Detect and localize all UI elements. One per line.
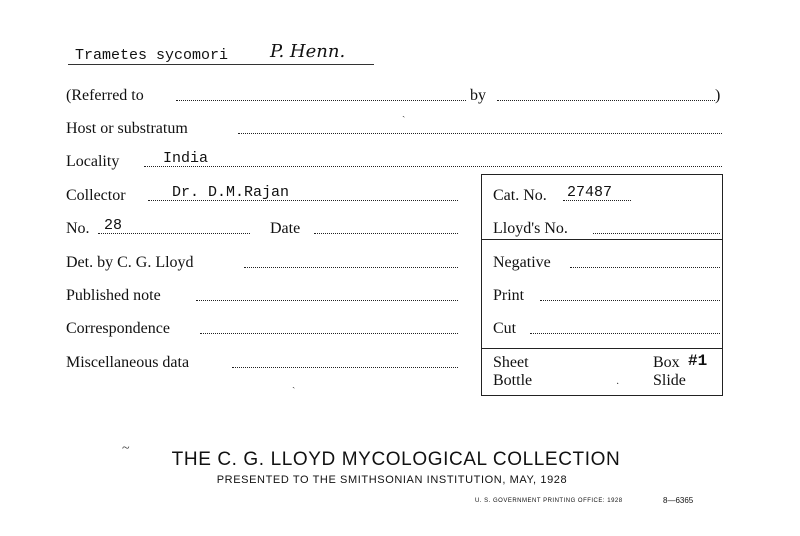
- published-note-field[interactable]: [196, 300, 458, 301]
- right-box-bottom: [481, 395, 722, 396]
- date-label: Date: [270, 220, 301, 237]
- speck: ·: [616, 379, 620, 390]
- cut-label: Cut: [493, 320, 517, 337]
- det-field[interactable]: [244, 267, 458, 268]
- right-box-divider: [481, 348, 722, 349]
- cat-no-value: 27487: [567, 184, 613, 201]
- referred-to-field[interactable]: [176, 100, 466, 101]
- by-field[interactable]: [497, 100, 715, 101]
- speck: ˎ: [402, 107, 406, 118]
- misc-data-field[interactable]: [232, 367, 458, 368]
- right-box-right: [722, 174, 723, 396]
- print-field[interactable]: [540, 300, 720, 301]
- cat-no-label: Cat. No.: [493, 187, 547, 204]
- slide-label: Slide: [653, 372, 686, 389]
- no-label: No.: [66, 220, 90, 237]
- date-field[interactable]: [314, 233, 458, 234]
- published-note-label: Published note: [66, 287, 161, 304]
- collector-value: Dr. D.M.Rajan: [172, 184, 290, 201]
- printing-office-note: U. S. GOVERNMENT PRINTING OFFICE: 1928: [475, 498, 623, 504]
- lloyds-no-field[interactable]: [593, 233, 720, 234]
- box-value: #1: [688, 352, 708, 370]
- correspondence-field[interactable]: [200, 333, 458, 334]
- close-paren: ): [715, 87, 721, 104]
- lloyds-no-label: Lloyd's No.: [493, 220, 568, 237]
- collector-field[interactable]: [148, 200, 458, 201]
- by-label: by: [470, 87, 486, 104]
- det-label: Det. by C. G. Lloyd: [66, 254, 194, 271]
- host-label: Host or substratum: [66, 120, 188, 137]
- negative-field[interactable]: [570, 267, 720, 268]
- box-label: Box: [653, 354, 680, 371]
- specimen-authority: P. Henn.: [270, 41, 346, 62]
- speck: ~: [122, 441, 130, 456]
- right-box-left: [481, 174, 482, 396]
- specimen-name: Trametes sycomori: [75, 47, 229, 64]
- cut-field[interactable]: [530, 333, 720, 334]
- bottle-label: Bottle: [493, 372, 533, 389]
- lloyds-no-underline: [481, 239, 722, 240]
- collector-label: Collector: [66, 187, 126, 204]
- print-label: Print: [493, 287, 525, 304]
- specimen-name-line: [68, 64, 374, 65]
- negative-label: Negative: [493, 254, 551, 271]
- collection-title: THE C. G. LLOYD MYCOLOGICAL COLLECTION: [171, 449, 621, 470]
- no-field[interactable]: [98, 233, 250, 234]
- locality-field[interactable]: [144, 166, 722, 167]
- form-number: 8—6365: [663, 496, 694, 505]
- misc-data-label: Miscellaneous data: [66, 354, 190, 371]
- host-field[interactable]: [238, 133, 722, 134]
- right-box-top: [481, 174, 722, 175]
- sheet-label: Sheet: [493, 354, 529, 371]
- locality-value: India: [163, 150, 209, 167]
- cat-no-field[interactable]: [563, 200, 631, 201]
- collection-subtitle: PRESENTED TO THE SMITHSONIAN INSTITUTION, MAY, 1928: [216, 474, 568, 486]
- speck: ˎ: [292, 378, 296, 389]
- locality-label: Locality: [66, 153, 120, 170]
- no-value: 28: [104, 217, 123, 234]
- referred-to-label: (Referred to: [66, 87, 144, 104]
- correspondence-label: Correspondence: [66, 320, 170, 337]
